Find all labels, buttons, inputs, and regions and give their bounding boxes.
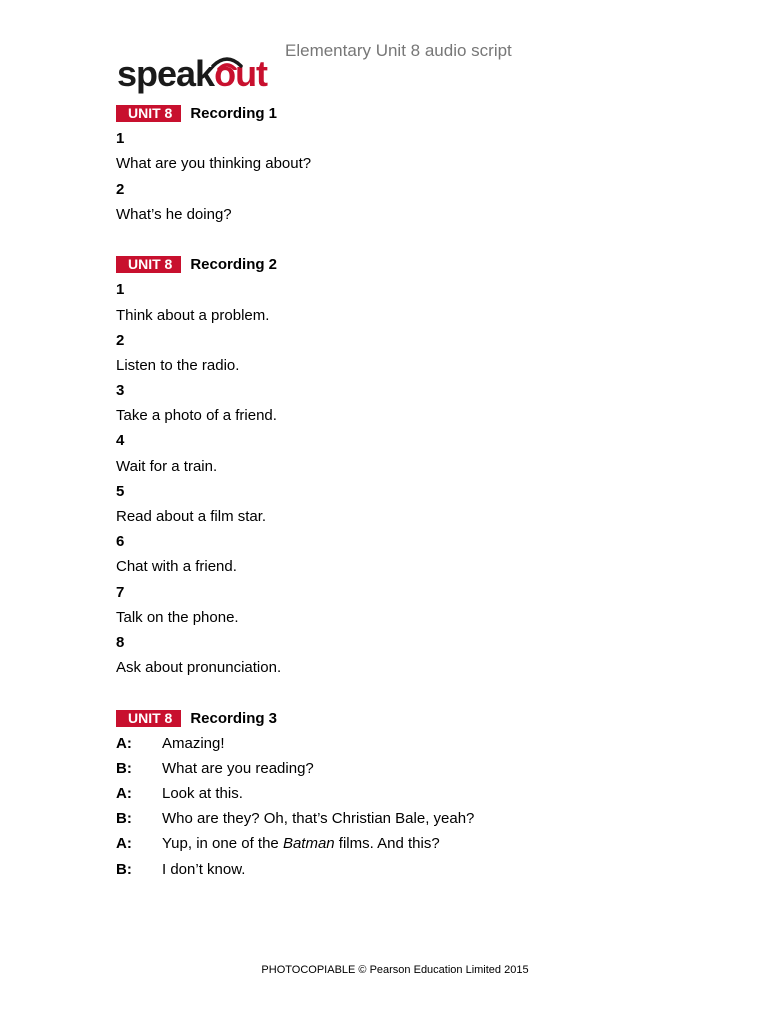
item-number: 6 xyxy=(116,533,125,551)
recording-heading xyxy=(116,706,676,731)
dialog-line xyxy=(116,806,676,831)
item-number: 7 xyxy=(116,583,125,601)
unit-badge: UNIT 8 xyxy=(116,256,181,273)
dialog-text: I don’t know. xyxy=(162,860,246,878)
dialog-text: Amazing! xyxy=(162,734,225,752)
recording-title: Recording 2 xyxy=(190,256,278,274)
dialog-line xyxy=(116,857,676,882)
dialog-text: Who are they? Oh, that’s Christian Bale, yeah? xyxy=(162,810,475,828)
dialog-text: What are you reading? xyxy=(162,759,314,777)
dialog-line xyxy=(116,781,676,806)
copyright-footer: PHOTOCOPIABLE © Pearson Education Limited 2015 xyxy=(261,964,529,976)
speaker-label: A: xyxy=(116,785,132,803)
item-text: Ask about pronunciation. xyxy=(116,659,282,677)
item-text: What are you thinking about? xyxy=(116,155,312,173)
item-text: Wait for a train. xyxy=(116,457,218,475)
speaker-label: B: xyxy=(116,759,132,777)
unit-badge: UNIT 8 xyxy=(116,105,181,122)
logo-part-speak: speak xyxy=(117,53,215,94)
item-number: 8 xyxy=(116,633,125,651)
audio-script-content xyxy=(116,101,676,882)
item-number: 2 xyxy=(116,331,125,349)
dialog-text xyxy=(162,831,440,856)
item-number: 1 xyxy=(116,281,125,299)
dialog-text: Look at this. xyxy=(162,785,243,803)
speaker-label: A: xyxy=(116,835,132,853)
item-text: Take a photo of a friend. xyxy=(116,407,277,425)
recording-heading xyxy=(116,101,676,126)
dialog-line xyxy=(116,756,676,781)
item-number: 1 xyxy=(116,130,125,148)
item-text: Chat with a friend. xyxy=(116,558,237,576)
unit-badge: UNIT 8 xyxy=(116,710,181,727)
recording-heading xyxy=(116,252,676,277)
speaker-label: A: xyxy=(116,734,132,752)
item-text: What’s he doing? xyxy=(116,205,232,223)
film-title: Batman xyxy=(282,835,335,853)
item-text: Think about a problem. xyxy=(116,306,270,324)
dialog-text-after: films. And this? xyxy=(334,835,440,853)
item-number: 5 xyxy=(116,482,125,500)
item-text: Read about a film star. xyxy=(116,508,267,525)
speaker-label: B: xyxy=(116,860,132,878)
sound-waves-icon xyxy=(205,50,249,70)
item-number: 4 xyxy=(116,432,125,450)
speakout-logo xyxy=(117,50,277,96)
speaker-label: B: xyxy=(116,810,132,828)
item-number: 2 xyxy=(116,180,125,198)
item-number: 3 xyxy=(116,382,125,400)
recording-title: Recording 1 xyxy=(190,105,278,122)
dialog-line xyxy=(116,731,676,756)
logo-part-out: out xyxy=(214,53,268,94)
item-text: Listen to the radio. xyxy=(116,356,240,374)
dialog-text-before: Yup, in one of the xyxy=(162,835,283,853)
recording-title: Recording 3 xyxy=(190,709,278,727)
document-title: Elementary Unit 8 audio script xyxy=(285,41,512,60)
item-text: Talk on the phone. xyxy=(116,608,239,626)
dialog-line xyxy=(116,831,676,856)
